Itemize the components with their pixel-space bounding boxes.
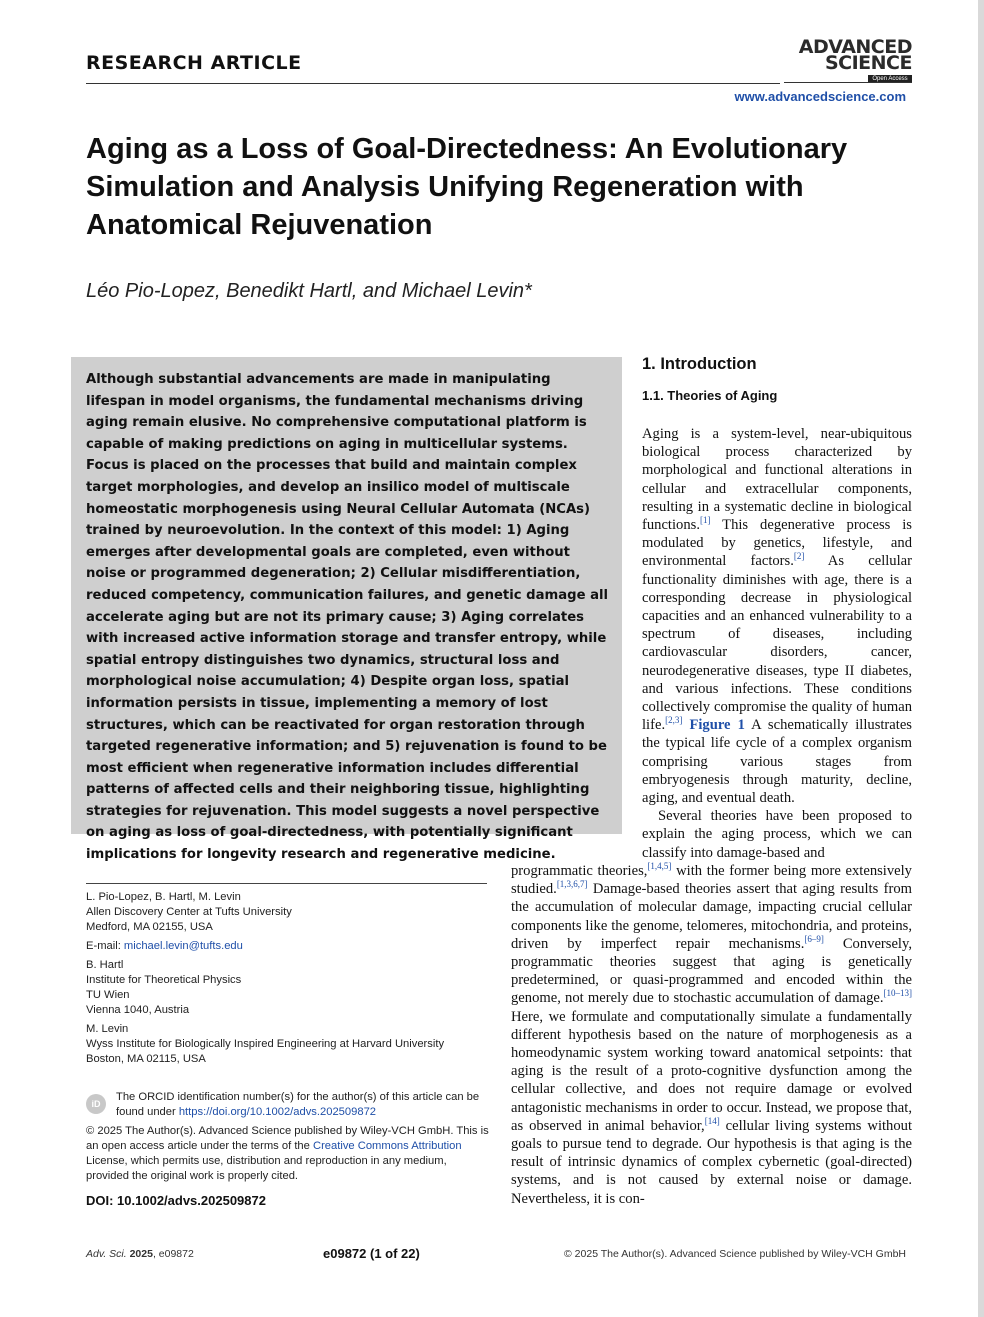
orcid-note: [86, 1090, 491, 1120]
affiliation-line: Institute for Theoretical Physics: [86, 974, 242, 986]
abstract-box: [71, 357, 622, 863]
footer-copyright: © 2025 The Author(s). Advanced Science published by Wiley-VCH GmbH: [564, 1248, 906, 1260]
affiliation-line: TU Wien: [86, 989, 130, 1001]
subsection-heading: 1.1. Theories of Aging: [642, 388, 778, 403]
open-access-badge: Open Access: [868, 75, 912, 83]
email-label: E-mail:: [86, 940, 124, 952]
header-rule: [86, 83, 780, 84]
copyright-pre: © 2025 The Author(s). Advanced Science published by Wiley-VCH GmbH. This is an open access article under the terms of the: [86, 1125, 489, 1152]
citation-ref[interactable]: [1,4,5]: [647, 861, 672, 872]
body-text-run: cellular living systems without goals to pursue tend to degrade. Our hypothesis is that aging is the result of intrinsic dynamics of complex cybernetic (goal-directed) systems, and is not caused by external noise or damage. Nevertheless, it is con-: [511, 1117, 912, 1207]
article-title: Aging as a Loss of Goal-Directedness: An Evolutionary Simulation and Analysis Unifying Regeneration with Anatomical Rejuvenation: [86, 133, 848, 241]
affiliation-block-3: [86, 1022, 487, 1067]
page-edge-shadow: [978, 0, 984, 1317]
paragraph-2-continued: [511, 862, 912, 1208]
body-text-run: This degenerative process is modulated by genetics, lifestyle, and environmental factors.: [642, 517, 912, 570]
affiliation-line: B. Hartl: [86, 959, 124, 971]
affiliation-line: Vienna 1040, Austria: [86, 1004, 190, 1016]
citation-ref[interactable]: [14]: [704, 1115, 720, 1126]
affiliation-line: M. Levin: [86, 1023, 129, 1035]
author-list: Léo Pio-Lopez, Benedikt Hartl, and Michael Levin*: [86, 280, 532, 302]
citation-ref[interactable]: [1,3,6,7]: [556, 879, 588, 890]
body-text-run: Damage-based theories assert that aging results from the accumulation of molecular damage, impacting crucial cellular components like the genome, telomeres, mitochondria, and proteins, driven by imperfect repair mechanisms.: [511, 881, 912, 952]
logo-line1: ADVANCED: [798, 36, 912, 58]
copyright-post: License, which permits use, distribution and reproduction in any medium, provided the original work is properly cited.: [86, 1155, 447, 1182]
citation-ref[interactable]: [1]: [699, 515, 711, 526]
body-text-run: Several theories have been proposed to explain the aging process, which we can classify into damage-based and: [642, 808, 912, 861]
abstract-text: Although substantial advancements are made in manipulating lifespan in model organisms, the fundamental mechanisms driving aging remain elusive. No comprehensive computational platform is capable of making predictions on aging in multicellular systems. Focus is placed on the processes that build and maintain complex target morphologies, and develop an insilico model of multiscale homeostatic morphogenesis using Neural Cellular Automata (NCAs) trained by neuroevolution. In the context of this model: 1) Aging emerges after developmental goals are completed, even without noise or programmed degeneration; 2) Cellular misdifferentiation, reduced competency, communication failures, and genetic damage all accelerate aging but are not its primary cause; 3) Aging correlates with increased active information storage and transfer entropy, while spatial entropy distinguishes two dynamics, structural loss and morphological noise accumulation; 4) Despite organ loss, spatial information persists in tissue, implementing a memory of lost structures, which can be reactivated for organ restoration through targeted regenerative information; and 5) rejuvenation is found to be most efficient when regenerative information includes differential patterns of affected cells and their neighboring tissue, highlighting strategies for rejuvenation. This model suggests a novel perspective on aging as loss of goal-directedness, with potentially significant implications for longevity research and regenerative medicine.: [86, 372, 609, 863]
logo-rule: [784, 82, 912, 83]
body-text-run: Here, we formulate and computationally simulate a fundamentally different hypothesis based on the nature of morphogenesis as a homeodynamic system working toward anatomical setpoints: that aging is the result of a proto-cognitive dysfunction among the cellular collective, and does not require damage or evolved antagonistic mechanisms in order to occur. Instead, we propose that, as observed in animal behavior,: [511, 1008, 912, 1134]
affiliation-line: Wyss Institute for Biologically Inspired Engineering at Harvard University: [86, 1038, 445, 1050]
figure-ref-link[interactable]: Figure 1: [689, 717, 745, 734]
citation-ref[interactable]: [2]: [793, 551, 805, 562]
copyright-note: [86, 1124, 491, 1184]
email-line: [86, 939, 487, 954]
body-column-wide: [511, 862, 912, 1208]
paragraph-2-start: [642, 807, 912, 862]
body-text-run: A schematically illustrates the typical life cycle of a complex organism comprising various stages from embryogenesis through maturity, decline, aging, and eventual death.: [642, 717, 912, 807]
body-text-run: As cellular functionality diminishes with age, there is a corresponding decrease in physiological capacities and an enhanced vulnerability to a spectrum of diseases, including cardiovascular disorders, cancer, neurodegenerative diseases, type II diabetes, and various infections. These conditions collectively compromise the quality of human life.: [642, 553, 912, 734]
section-heading: 1. Introduction: [642, 355, 757, 373]
doi-line: DOI: 10.1002/advs.202509872: [86, 1193, 266, 1208]
page-number: e09872 (1 of 22): [323, 1246, 420, 1261]
logo-line2: SCIENCE: [824, 52, 912, 74]
body-text-run: Conversely, programmatic theories suggest that aging is genetically predetermined, or quasi-programmed and encoded within the genome, not merely due to stochastic accumulation of damage.: [511, 935, 912, 1007]
affiliation-block-1: [86, 890, 487, 935]
body-text-run: Aging is a system-level, near-ubiquitous biological process characterized by morphological and functional alterations in cellular and extracellular components, resulting in a systematic decline in biological functions.: [642, 426, 912, 534]
body-text-run: programmatic theories,: [511, 863, 648, 879]
email-link[interactable]: michael.levin@tufts.edu: [123, 940, 243, 952]
affiliation-rule: [86, 883, 487, 884]
orcid-doi-link[interactable]: https://doi.org/10.1002/advs.202509872: [178, 1106, 377, 1118]
affiliation-line: Boston, MA 02115, USA: [86, 1053, 206, 1065]
footer-year: 2025: [129, 1248, 153, 1260]
journal-logo: [780, 38, 912, 86]
orcid-icon: iD: [86, 1094, 106, 1114]
citation-ref[interactable]: [10–13]: [883, 988, 912, 999]
paragraph-1: [642, 425, 912, 807]
license-link[interactable]: Creative Commons Attribution: [312, 1140, 462, 1152]
body-text-run: with the former being more extensively studied.: [511, 863, 912, 898]
footer-journal: Adv. Sci.: [86, 1248, 127, 1260]
citation-ref[interactable]: [2,3]: [665, 715, 683, 726]
footer-citation: [86, 1248, 194, 1260]
affiliation-line: L. Pio-Lopez, B. Hartl, M. Levin: [86, 891, 241, 903]
body-column-right: [642, 425, 912, 862]
citation-ref[interactable]: [6–9]: [804, 933, 824, 944]
orcid-text: The ORCID identification number(s) for the author(s) of this article can be found under: [116, 1091, 480, 1118]
section-label: RESEARCH ARTICLE: [86, 52, 302, 74]
footer-article-no: , e09872: [152, 1248, 194, 1260]
affiliation-block-2: [86, 958, 487, 1018]
affiliation-line: Allen Discovery Center at Tufts University: [86, 906, 292, 918]
affiliations: [86, 890, 487, 1071]
journal-url-link[interactable]: www.advancedscience.com: [734, 89, 906, 104]
affiliation-line: Medford, MA 02155, USA: [86, 921, 213, 933]
